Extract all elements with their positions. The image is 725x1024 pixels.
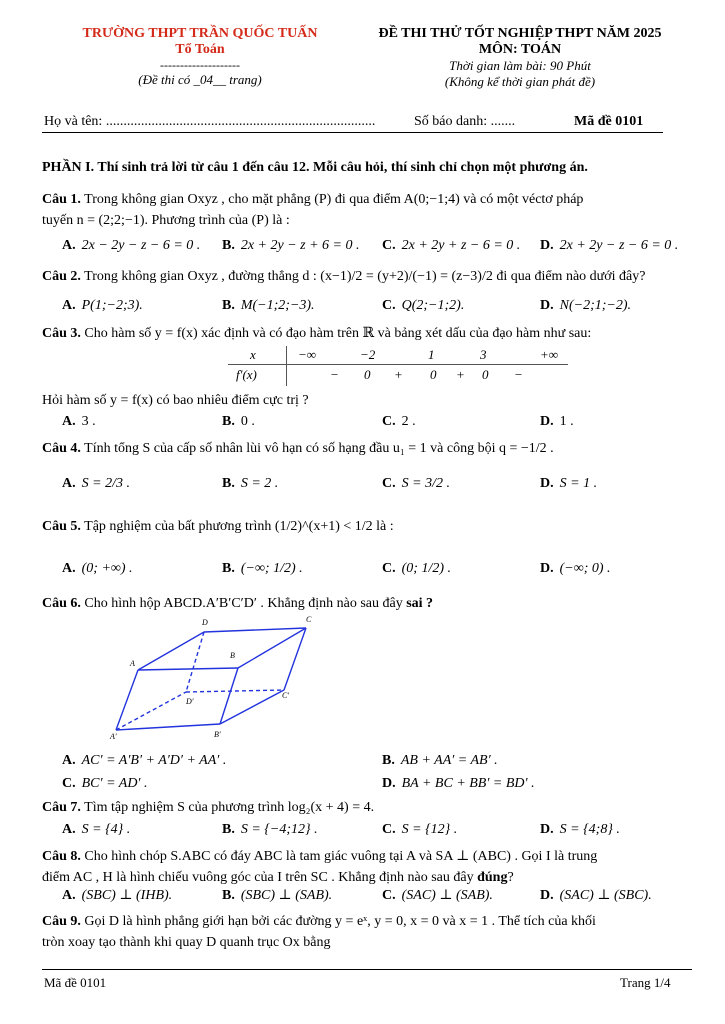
q8-option-b[interactable]: B. (SBC) ⊥ (SAB). bbox=[222, 888, 333, 903]
q4-option-c[interactable]: C. S = 3/2 . bbox=[382, 476, 450, 491]
time-note: (Không kể thời gian phát đề) bbox=[444, 74, 596, 89]
q3-option-b[interactable]: B. 0 . bbox=[222, 414, 255, 429]
q5-option-d[interactable]: D. (−∞; 0) . bbox=[540, 561, 611, 576]
q2-option-a[interactable]: A. P(1;−2;3). bbox=[62, 298, 143, 313]
exam-time: Thời gian làm bài: 90 Phút bbox=[449, 58, 591, 73]
header-left bbox=[60, 26, 340, 88]
id-field: Số báo danh: ....... bbox=[414, 114, 516, 129]
question-7: Câu 7. Tìm tập nghiệm S của phương trình log₂(x + 4) = 4. bbox=[42, 800, 375, 815]
q6-option-c[interactable]: C. BC′ = AD′ . bbox=[62, 776, 148, 791]
q7-options bbox=[62, 822, 695, 844]
q7-option-b[interactable]: B. S = {−4;12} . bbox=[222, 822, 318, 837]
question-3: Câu 3. Cho hàm số y = f(x) xác định và có đạo hàm trên ℝ và bảng xét dấu của đạo hàm như sau: bbox=[42, 326, 592, 341]
edge-dc-bottom bbox=[186, 690, 284, 692]
subject: MÔN: TOÁN bbox=[478, 42, 562, 57]
q4-option-a[interactable]: A. S = 2/3 . bbox=[62, 476, 130, 491]
parallelepiped-figure bbox=[108, 612, 334, 742]
footer-divider bbox=[42, 969, 692, 970]
edge-aa bbox=[116, 670, 138, 730]
q1-option-a[interactable]: A. 2x − 2y − z − 6 = 0 . bbox=[62, 238, 201, 253]
label-b-prime: B′ bbox=[214, 730, 221, 739]
q7-option-d[interactable]: D. S = {4;8} . bbox=[540, 822, 620, 837]
q8-option-d[interactable]: D. (SAC) ⊥ (SBC). bbox=[540, 888, 652, 903]
label-b: B bbox=[230, 651, 235, 660]
edge-ad-bottom bbox=[116, 692, 186, 730]
q1-options bbox=[62, 238, 695, 260]
edge-cc bbox=[284, 628, 306, 690]
q2-option-d[interactable]: D. N(−2;1;−2). bbox=[540, 298, 632, 313]
question-3-prompt: Hỏi hàm số y = f(x) có bao nhiêu điểm cực trị ? bbox=[42, 393, 309, 408]
question-8: Câu 8. Cho hình chóp S.ABC có đáy ABC là tam giác vuông tại A và SA ⊥ (ABC) . Gọi I là trung điểm AC , H là hình chiếu vuông góc của I trên SC . Khẳng định nào sau đây đúng? bbox=[42, 849, 598, 885]
sign-table: x −∞ −2 1 3 +∞ f′(x) − 0 + 0 + 0 − bbox=[228, 346, 568, 386]
header-right bbox=[355, 26, 685, 90]
name-field: Họ và tên: ............................................................................. bbox=[44, 114, 376, 129]
q8-options bbox=[62, 887, 695, 909]
q2-options bbox=[62, 298, 695, 320]
edge-bc bbox=[238, 628, 306, 668]
part-heading: PHẦN I. Thí sinh trả lời từ câu 1 đến câu 12. Mỗi câu hỏi, thí sinh chỉ chọn một phương án. bbox=[42, 160, 588, 175]
q6-option-a[interactable]: A. AC′ = A′B′ + A′D′ + AA′ . bbox=[62, 753, 227, 768]
exam-title: ĐỀ THI THỬ TỐT NGHIỆP THPT NĂM 2025 bbox=[378, 26, 662, 41]
label-a: A bbox=[130, 659, 135, 668]
edge-ab bbox=[138, 632, 204, 670]
dashes: -------------------- bbox=[160, 58, 240, 72]
question-6: Câu 6. Cho hình hộp ABCD.A′B′C′D′ . Khẳng định nào sau đây sai ? bbox=[42, 596, 434, 611]
page-count: (Đề thi có _04__ trang) bbox=[138, 72, 262, 87]
edge-dc bbox=[204, 628, 306, 632]
q1-option-b[interactable]: B. 2x + 2y − z + 6 = 0 . bbox=[222, 238, 360, 253]
label-c-prime: C′ bbox=[282, 691, 290, 700]
q6-option-b[interactable]: B. AB + AA′ = AB′ . bbox=[382, 753, 498, 768]
edge-ab2 bbox=[138, 668, 238, 670]
label-a-prime: A′ bbox=[110, 732, 117, 741]
q1-option-c[interactable]: C. 2x + 2y + z − 6 = 0 . bbox=[382, 238, 521, 253]
q1-option-d[interactable]: D. 2x + 2y − z − 6 = 0 . bbox=[540, 238, 679, 253]
question-2: Câu 2. Trong không gian Oxyz , đường thẳng d : (x−1)/2 = (y+2)/(−1) = (z−3)/2 đi qua điểm nào dưới đây? bbox=[42, 269, 646, 284]
label-d: D bbox=[202, 618, 208, 627]
q3-options bbox=[62, 414, 695, 436]
question-4: Câu 4. Tính tổng S của cấp số nhân lùi vô hạn có số hạng đầu u₁ = 1 và công bội q = −1/2 . bbox=[42, 441, 554, 456]
question-1: Câu 1. Trong không gian Oxyz , cho mặt phẳng (P) đi qua điểm A(0;−1;4) và có một véctơ pháp tuyến n = (2;2;−1). Phương trình của (P) là : bbox=[42, 192, 584, 228]
q8-option-a[interactable]: A. (SBC) ⊥ (IHB). bbox=[62, 888, 173, 903]
label-c: C bbox=[306, 615, 312, 624]
q2-option-c[interactable]: C. Q(2;−1;2). bbox=[382, 298, 465, 313]
q5-option-b[interactable]: B. (−∞; 1/2) . bbox=[222, 561, 303, 576]
q7-option-c[interactable]: C. S = {12} . bbox=[382, 822, 458, 837]
school-name: TRƯỜNG THPT TRẦN QUỐC TUẤN bbox=[82, 26, 318, 41]
q5-options bbox=[62, 561, 695, 583]
q4-options bbox=[62, 476, 695, 498]
q2-option-b[interactable]: B. M(−1;2;−3). bbox=[222, 298, 315, 313]
q5-option-c[interactable]: C. (0; 1/2) . bbox=[382, 561, 452, 576]
edge-ab-bottom bbox=[116, 724, 220, 730]
department: Tổ Toán bbox=[175, 42, 225, 57]
q3-option-a[interactable]: A. 3 . bbox=[62, 414, 96, 429]
page-number: Trang 1/4 bbox=[620, 975, 671, 990]
exam-code: Mã đề 0101 bbox=[574, 114, 644, 129]
q3-option-d[interactable]: D. 1 . bbox=[540, 414, 574, 429]
q6-options-row2 bbox=[62, 776, 695, 798]
q6-options-row1 bbox=[62, 753, 695, 775]
q4-option-b[interactable]: B. S = 2 . bbox=[222, 476, 279, 491]
footer-code: Mã đề 0101 bbox=[44, 975, 107, 990]
label-d-prime: D′ bbox=[186, 697, 194, 706]
q4-option-d[interactable]: D. S = 1 . bbox=[540, 476, 598, 491]
q3-option-c[interactable]: C. 2 . bbox=[382, 414, 416, 429]
q5-option-a[interactable]: A. (0; +∞) . bbox=[62, 561, 133, 576]
q7-option-a[interactable]: A. S = {4} . bbox=[62, 822, 131, 837]
question-5: Câu 5. Tập nghiệm của bất phương trình (1/2)^(x+1) < 1/2 là : bbox=[42, 519, 394, 534]
q8-option-c[interactable]: C. (SAC) ⊥ (SAB). bbox=[382, 888, 493, 903]
q6-option-d[interactable]: D. BA + BC + BB′ = BD′ . bbox=[382, 776, 535, 791]
divider bbox=[42, 132, 663, 133]
question-9: Câu 9. Gọi D là hình phẳng giới hạn bởi các đường y = eˣ, y = 0, x = 0 và x = 1 . Thể tích của khối tròn xoay tạo thành khi quay D quanh trục Ox bằng bbox=[42, 914, 596, 950]
